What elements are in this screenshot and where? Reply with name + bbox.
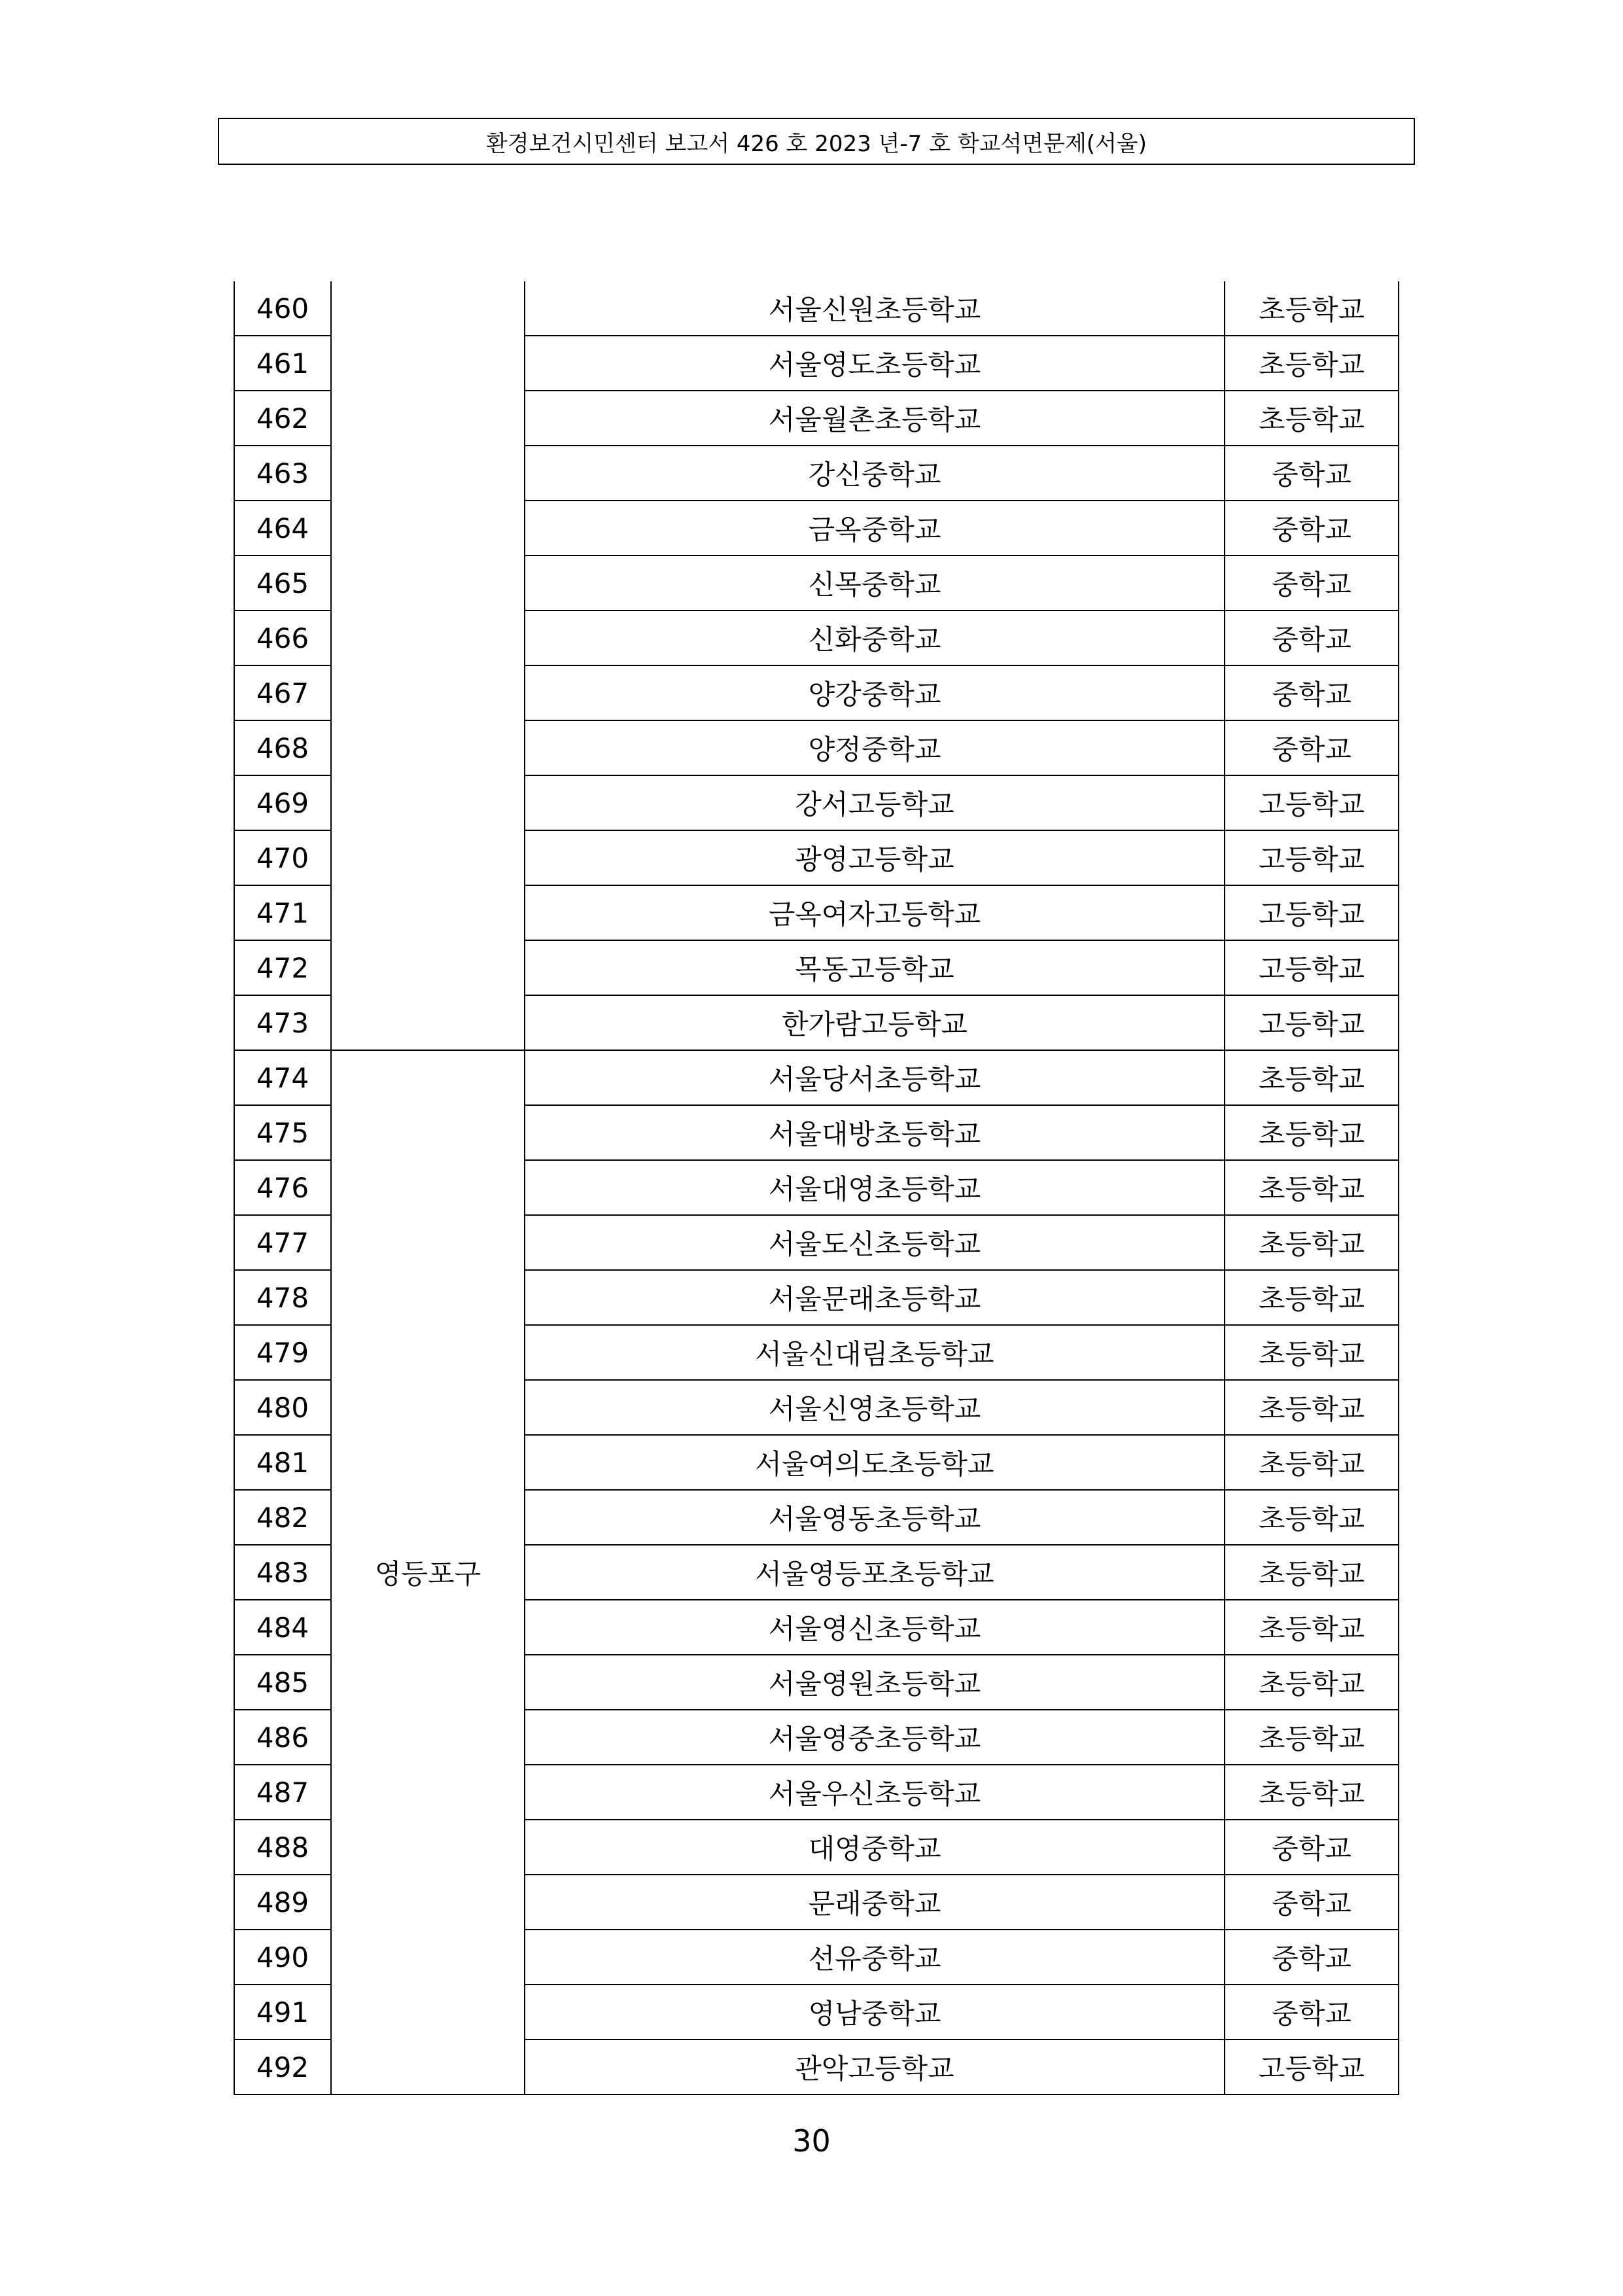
row-number: 473 xyxy=(234,995,331,1050)
row-number: 472 xyxy=(234,940,331,995)
school-type: 초등학교 xyxy=(1225,1215,1399,1270)
school-type: 초등학교 xyxy=(1225,336,1399,391)
district-cell xyxy=(331,281,525,1050)
row-number: 475 xyxy=(234,1105,331,1160)
row-number: 468 xyxy=(234,720,331,775)
school-name: 서울대영초등학교 xyxy=(525,1160,1225,1215)
row-number: 470 xyxy=(234,830,331,885)
school-name: 신목중학교 xyxy=(525,556,1225,610)
school-name: 서울월촌초등학교 xyxy=(525,391,1225,446)
school-type: 중학교 xyxy=(1225,1875,1399,1930)
school-name: 서울여의도초등학교 xyxy=(525,1435,1225,1490)
school-type: 초등학교 xyxy=(1225,1160,1399,1215)
school-name: 강신중학교 xyxy=(525,446,1225,501)
school-type: 중학교 xyxy=(1225,1820,1399,1875)
school-type: 고등학교 xyxy=(1225,885,1399,940)
row-number: 490 xyxy=(234,1930,331,1985)
school-name: 서울신영초등학교 xyxy=(525,1380,1225,1435)
row-number: 482 xyxy=(234,1490,331,1545)
row-number: 479 xyxy=(234,1325,331,1380)
school-type: 초등학교 xyxy=(1225,1765,1399,1820)
row-number: 489 xyxy=(234,1875,331,1930)
row-number: 477 xyxy=(234,1215,331,1270)
school-name: 목동고등학교 xyxy=(525,940,1225,995)
school-name: 신화중학교 xyxy=(525,610,1225,665)
school-name: 양강중학교 xyxy=(525,665,1225,720)
school-name: 선유중학교 xyxy=(525,1930,1225,1985)
row-number: 484 xyxy=(234,1600,331,1655)
row-number: 465 xyxy=(234,556,331,610)
row-number: 467 xyxy=(234,665,331,720)
row-number: 485 xyxy=(234,1655,331,1710)
school-name: 서울영동초등학교 xyxy=(525,1490,1225,1545)
school-type: 중학교 xyxy=(1225,501,1399,556)
school-name: 서울영등포초등학교 xyxy=(525,1545,1225,1600)
school-name: 서울영중초등학교 xyxy=(525,1710,1225,1765)
school-type: 고등학교 xyxy=(1225,995,1399,1050)
school-type: 초등학교 xyxy=(1225,1270,1399,1325)
school-name: 문래중학교 xyxy=(525,1875,1225,1930)
row-number: 481 xyxy=(234,1435,331,1490)
row-number: 488 xyxy=(234,1820,331,1875)
school-type: 고등학교 xyxy=(1225,940,1399,995)
row-number: 471 xyxy=(234,885,331,940)
row-number: 466 xyxy=(234,610,331,665)
school-name: 서울대방초등학교 xyxy=(525,1105,1225,1160)
school-name: 관악고등학교 xyxy=(525,2040,1225,2094)
district-cell: 영등포구 xyxy=(331,1050,525,2094)
school-name: 서울신대림초등학교 xyxy=(525,1325,1225,1380)
table-row xyxy=(234,281,1399,336)
school-type: 중학교 xyxy=(1225,720,1399,775)
school-name: 서울문래초등학교 xyxy=(525,1270,1225,1325)
school-name: 한가람고등학교 xyxy=(525,995,1225,1050)
school-type: 고등학교 xyxy=(1225,2040,1399,2094)
row-number: 460 xyxy=(234,281,331,336)
school-name: 서울신원초등학교 xyxy=(525,281,1225,336)
row-number: 491 xyxy=(234,1985,331,2040)
school-name: 대영중학교 xyxy=(525,1820,1225,1875)
school-type: 초등학교 xyxy=(1225,1380,1399,1435)
report-header xyxy=(218,118,1415,165)
school-type: 초등학교 xyxy=(1225,1655,1399,1710)
school-name: 광영고등학교 xyxy=(525,830,1225,885)
school-table-body xyxy=(234,281,1399,2094)
row-number: 478 xyxy=(234,1270,331,1325)
row-number: 462 xyxy=(234,391,331,446)
table-row xyxy=(234,1050,1399,1105)
row-number: 486 xyxy=(234,1710,331,1765)
row-number: 476 xyxy=(234,1160,331,1215)
school-type: 중학교 xyxy=(1225,610,1399,665)
school-type: 초등학교 xyxy=(1225,1435,1399,1490)
school-type: 고등학교 xyxy=(1225,830,1399,885)
school-type: 초등학교 xyxy=(1225,1490,1399,1545)
school-type: 초등학교 xyxy=(1225,1105,1399,1160)
school-name: 금옥중학교 xyxy=(525,501,1225,556)
school-name: 서울당서초등학교 xyxy=(525,1050,1225,1105)
school-name: 서울영신초등학교 xyxy=(525,1600,1225,1655)
row-number: 474 xyxy=(234,1050,331,1105)
page-number: 30 xyxy=(792,2123,831,2159)
school-type: 중학교 xyxy=(1225,1985,1399,2040)
row-number: 469 xyxy=(234,775,331,830)
school-name: 금옥여자고등학교 xyxy=(525,885,1225,940)
school-type: 중학교 xyxy=(1225,446,1399,501)
school-type: 고등학교 xyxy=(1225,775,1399,830)
row-number: 492 xyxy=(234,2040,331,2094)
row-number: 480 xyxy=(234,1380,331,1435)
school-name: 서울도신초등학교 xyxy=(525,1215,1225,1270)
school-type: 초등학교 xyxy=(1225,1545,1399,1600)
school-type: 초등학교 xyxy=(1225,1325,1399,1380)
row-number: 463 xyxy=(234,446,331,501)
school-table xyxy=(234,281,1399,2095)
school-type: 중학교 xyxy=(1225,556,1399,610)
school-type: 중학교 xyxy=(1225,1930,1399,1985)
school-type: 초등학교 xyxy=(1225,1710,1399,1765)
row-number: 461 xyxy=(234,336,331,391)
school-type: 초등학교 xyxy=(1225,281,1399,336)
school-type: 중학교 xyxy=(1225,665,1399,720)
row-number: 483 xyxy=(234,1545,331,1600)
school-name: 서울영도초등학교 xyxy=(525,336,1225,391)
row-number: 487 xyxy=(234,1765,331,1820)
school-type: 초등학교 xyxy=(1225,1050,1399,1105)
school-name: 서울영원초등학교 xyxy=(525,1655,1225,1710)
school-type: 초등학교 xyxy=(1225,1600,1399,1655)
report-header-title: 환경보건시민센터 보고서 426 호 2023 년-7 호 학교석면문제(서울) xyxy=(485,130,1147,157)
school-name: 양정중학교 xyxy=(525,720,1225,775)
school-name: 영남중학교 xyxy=(525,1985,1225,2040)
school-type: 초등학교 xyxy=(1225,391,1399,446)
school-name: 서울우신초등학교 xyxy=(525,1765,1225,1820)
row-number: 464 xyxy=(234,501,331,556)
school-name: 강서고등학교 xyxy=(525,775,1225,830)
